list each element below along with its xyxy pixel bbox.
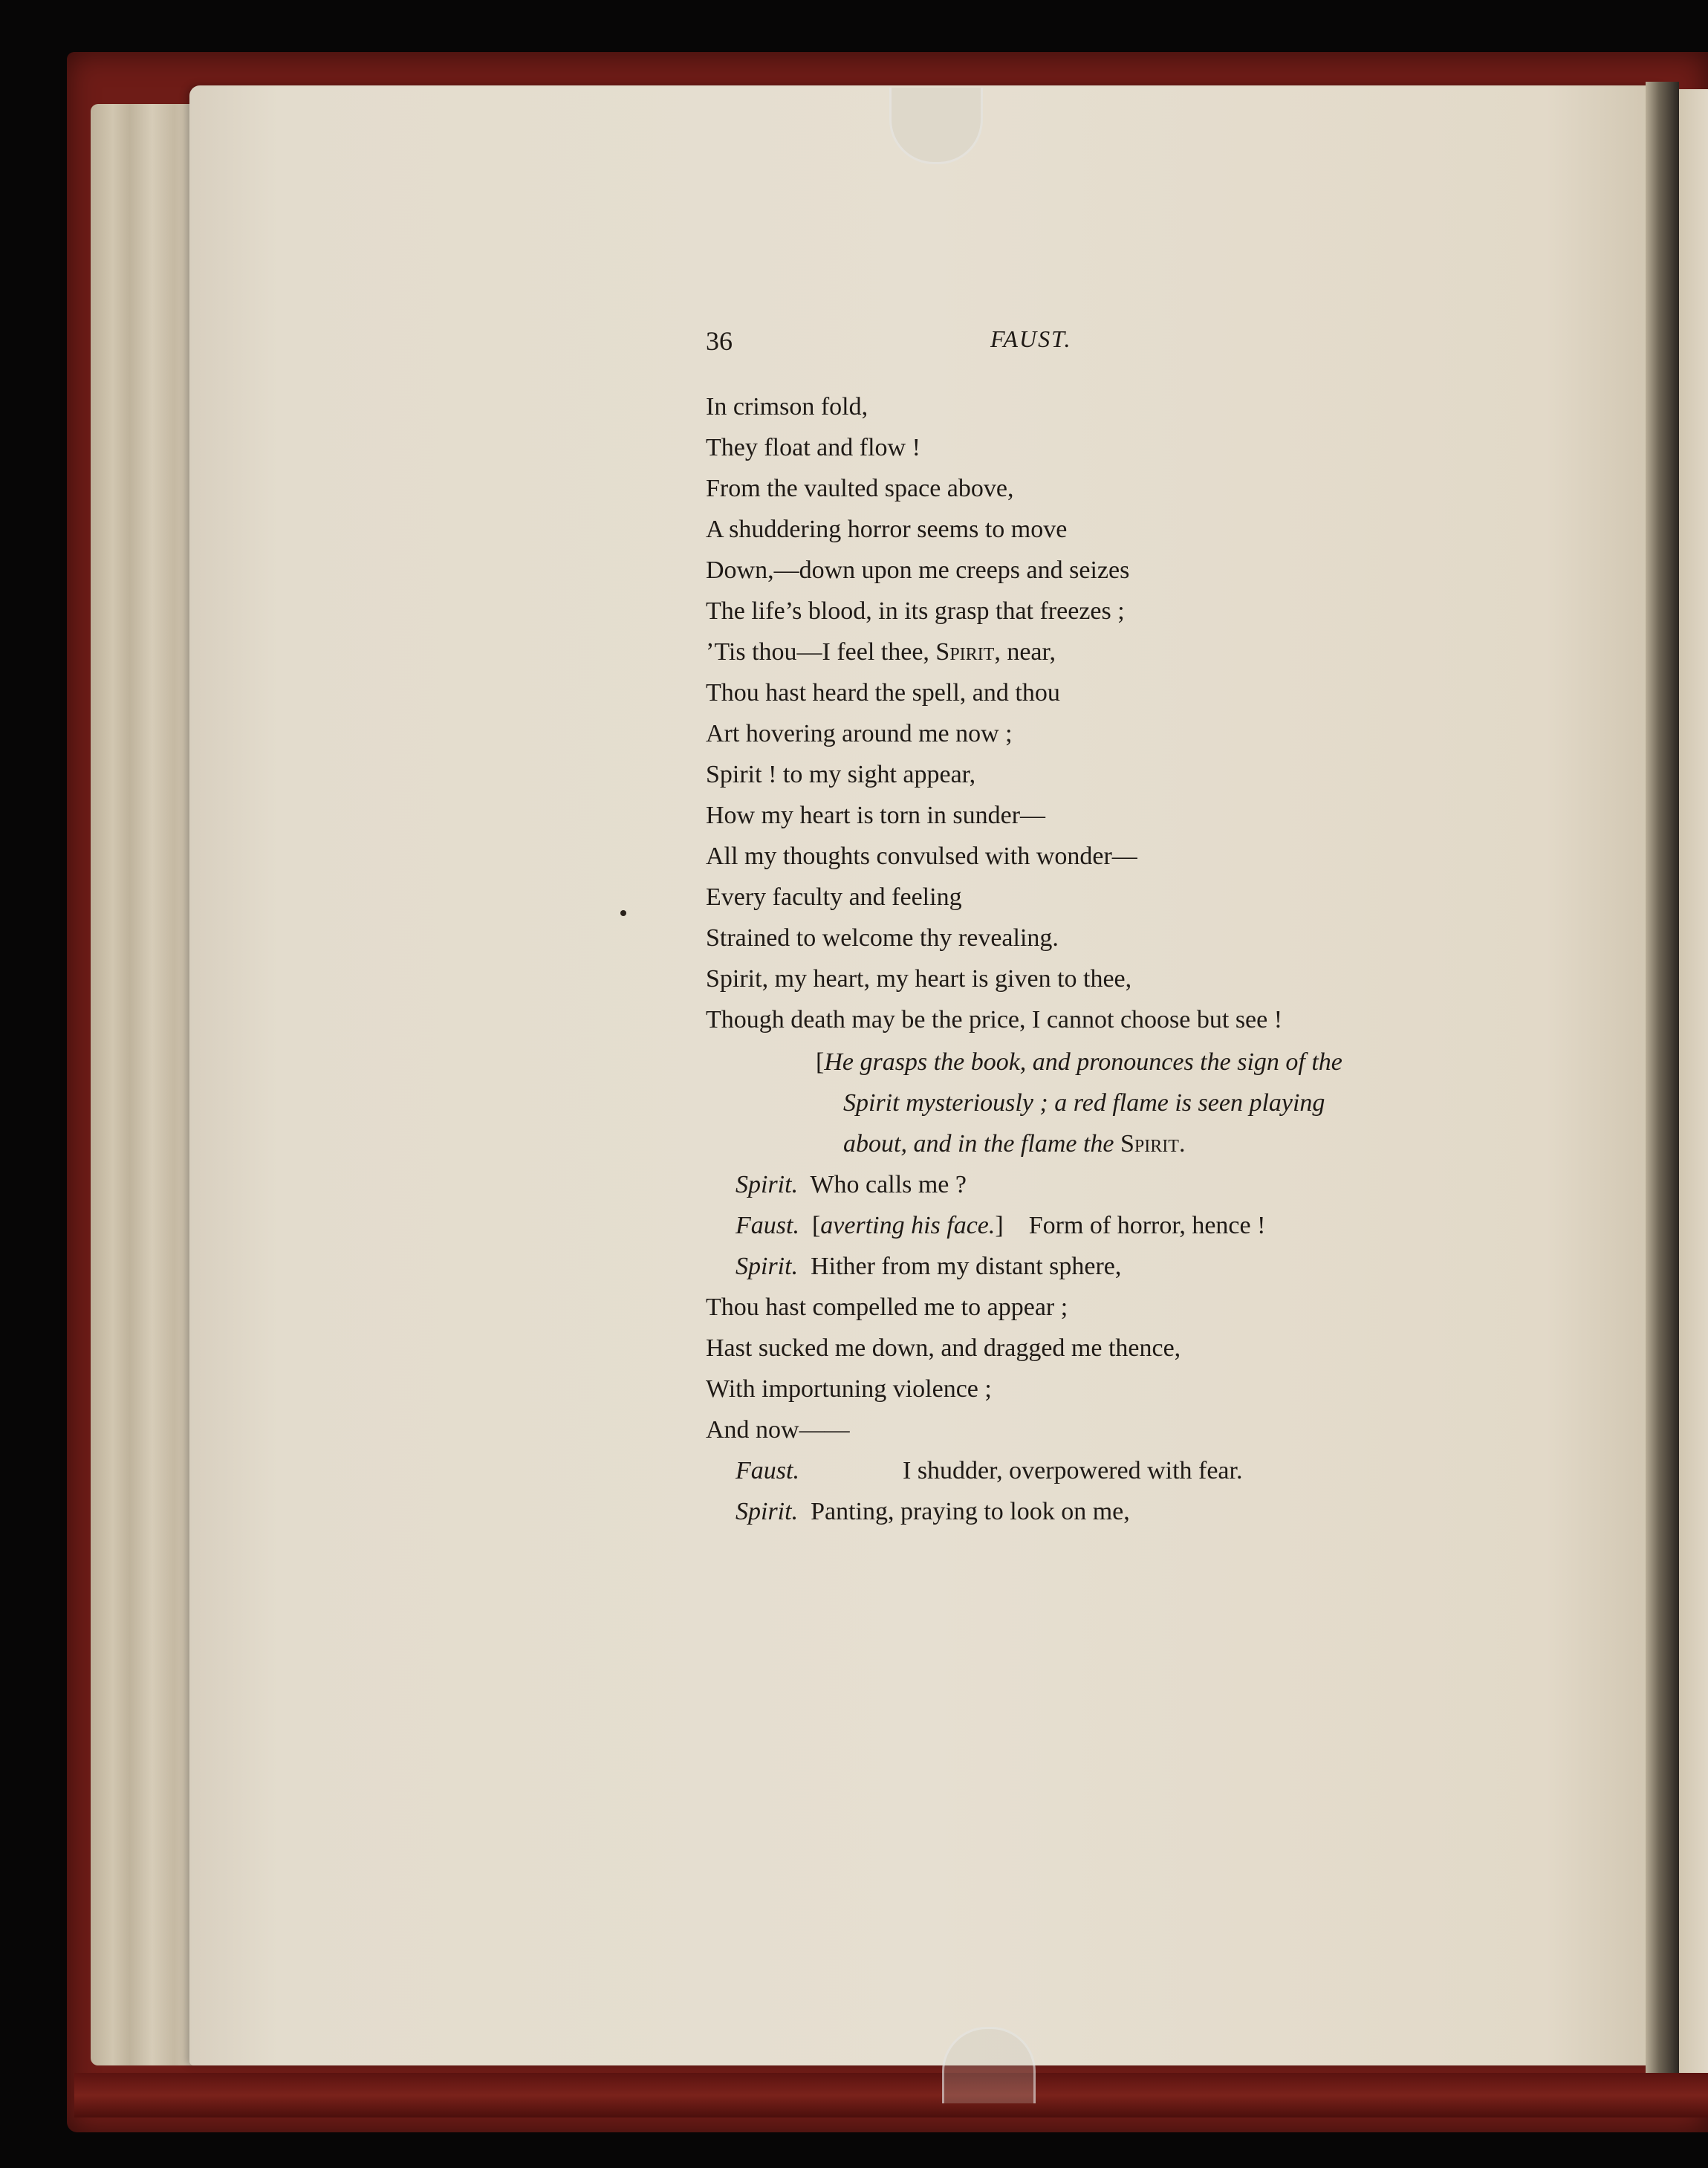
dialogue-line xyxy=(736,1252,1121,1282)
stage-direction-end: . xyxy=(1178,1130,1186,1158)
stage-direction-text: He grasps the book, and pronounces the sign of the xyxy=(824,1048,1342,1076)
speaker-name: Spirit. xyxy=(736,1171,799,1198)
open-bracket: [ xyxy=(816,1048,825,1076)
stage-direction-line xyxy=(816,1048,1342,1077)
verse-line: Spirit, my heart, my heart is given to thee, xyxy=(706,965,1132,993)
speaker-name: Spirit. xyxy=(736,1498,799,1525)
verse-line: Spirit ! to my sight appear, xyxy=(706,761,976,788)
verse-line: In crimson fold, xyxy=(706,393,868,421)
spirit-small-caps: Spirit xyxy=(1120,1130,1179,1158)
book-gutter xyxy=(1646,82,1679,2073)
verse-line: How my heart is torn in sunder— xyxy=(706,802,1046,829)
verse-line: With importuning violence ; xyxy=(706,1375,992,1403)
verse-line: Art hovering around me now ; xyxy=(706,720,1013,747)
dialogue-text: Panting, praying to look on me, xyxy=(811,1498,1130,1525)
verse-text: , near, xyxy=(994,638,1056,666)
verse-line: Strained to welcome thy revealing. xyxy=(706,924,1059,952)
page-text xyxy=(706,325,1449,1525)
verse-line: Down,—down upon me creeps and seizes xyxy=(706,556,1130,584)
spirit-small-caps: Spirit xyxy=(935,638,995,666)
close-bracket: ] xyxy=(995,1212,1004,1239)
page-header xyxy=(706,325,1449,385)
verse-line: The life’s blood, in its grasp that freezes ; xyxy=(706,597,1125,625)
open-bracket: [ xyxy=(811,1212,821,1239)
verse-line: From the vaulted space above, xyxy=(706,475,1014,502)
dialogue-text: Hither from my distant sphere, xyxy=(811,1253,1122,1280)
speaker-name: Spirit. xyxy=(736,1253,799,1280)
stage-direction-line xyxy=(843,1129,1185,1159)
verse-line: And now—— xyxy=(706,1416,850,1444)
dialogue-line xyxy=(736,1456,1242,1486)
speaker-name: Faust. xyxy=(736,1212,799,1239)
dialogue-text: Who calls me ? xyxy=(810,1171,967,1198)
speaker-name: Faust. xyxy=(736,1457,799,1484)
stage-direction-text: averting his face. xyxy=(820,1212,996,1239)
facing-page-edge xyxy=(1675,89,1708,2073)
verse-line: All my thoughts convulsed with wonder— xyxy=(706,843,1137,870)
stage-direction-text: about, and in the flame the xyxy=(843,1130,1121,1158)
running-title: FAUST. xyxy=(990,325,1072,352)
verse-text: ’Tis thou—I feel thee, xyxy=(706,638,936,666)
dialogue-line xyxy=(736,1170,967,1200)
verse-line: Thou hast heard the spell, and thou xyxy=(706,679,1060,707)
ink-speck xyxy=(620,910,626,916)
verse-line: Hast sucked me down, and dragged me thence, xyxy=(706,1334,1181,1362)
dialogue-text: I shudder, overpowered with fear. xyxy=(903,1457,1243,1484)
page-edges-stack xyxy=(91,104,202,2065)
dialogue-line xyxy=(736,1497,1130,1527)
page-number: 36 xyxy=(706,326,733,356)
dialogue-text: Form of horror, hence ! xyxy=(1028,1212,1266,1239)
verse-line: Though death may be the price, I cannot choose but see ! xyxy=(706,1006,1283,1033)
dialogue-line xyxy=(736,1211,1265,1241)
verse-line: A shuddering horror seems to move xyxy=(706,516,1068,543)
verse-line: They float and flow ! xyxy=(706,434,920,461)
verse-line xyxy=(706,637,1056,667)
verse-line: Thou hast compelled me to appear ; xyxy=(706,1294,1068,1321)
verse-line: Every faculty and feeling xyxy=(706,883,962,911)
cover-bottom-edge xyxy=(74,2073,1708,2117)
stage-direction-line: Spirit mysteriously ; a red flame is seen playing xyxy=(843,1089,1325,1117)
page-clip-bottom xyxy=(942,2027,1036,2103)
